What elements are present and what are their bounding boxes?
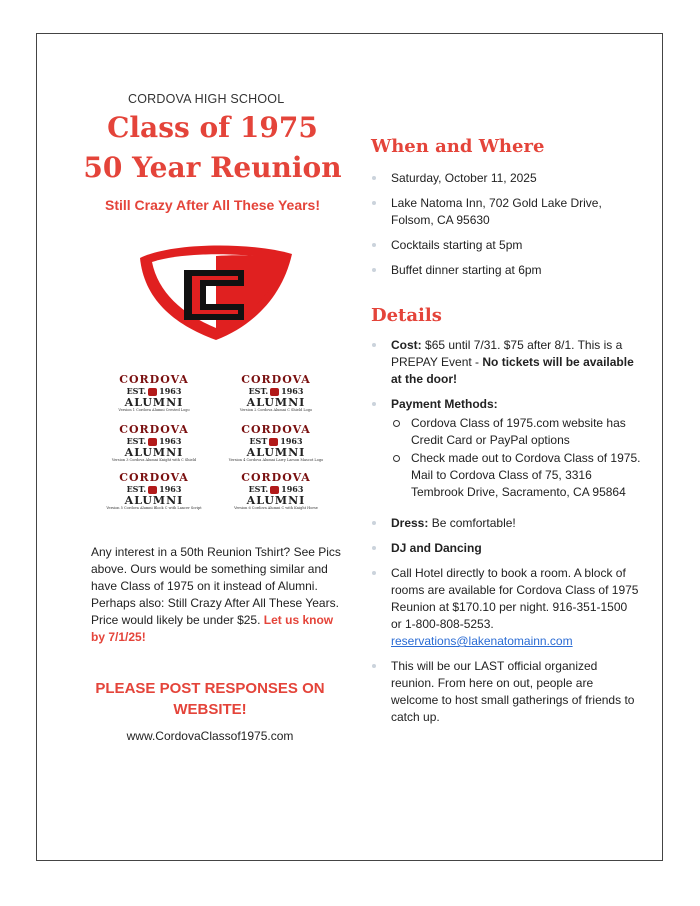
cost-label: Cost: bbox=[391, 338, 422, 352]
tshirt-paragraph bbox=[91, 544, 346, 646]
title-reunion: 50 Year Reunion bbox=[83, 151, 342, 184]
cost-item bbox=[371, 337, 641, 388]
alumni-design-6 bbox=[222, 472, 330, 514]
last-reunion-text: This will be our LAST official organized reunion. From here on out, people are welcome to host small gatherings of friends to catch up. bbox=[391, 659, 635, 724]
design-alumni: ALUMNI bbox=[124, 396, 184, 409]
horse-icon bbox=[270, 486, 279, 494]
post-line-2: WEBSITE! bbox=[173, 701, 247, 718]
design-caption: Version 3 Cordova Alumni Knight with C Shield bbox=[111, 458, 197, 462]
details-heading: Details bbox=[371, 305, 442, 326]
dress-label: Dress: bbox=[391, 516, 429, 530]
subtitle: Still Crazy After All These Years! bbox=[104, 197, 320, 213]
design-alumni: ALUMNI bbox=[246, 446, 306, 459]
alumni-design-1 bbox=[100, 374, 208, 416]
mascot-icon bbox=[269, 438, 278, 446]
payment-label: Payment Methods: bbox=[391, 397, 498, 411]
hotel-item bbox=[371, 565, 641, 650]
website-url: www.CordovaClassof1975.com bbox=[126, 729, 294, 743]
reservations-email-link[interactable]: reservations@lakenatomainn.com bbox=[391, 634, 573, 648]
alumni-designs bbox=[100, 370, 340, 516]
crest-icon bbox=[148, 388, 157, 396]
design-alumni: ALUMNI bbox=[124, 446, 184, 459]
design-caption: Version 1 Cordova Alumni Crested Logo bbox=[118, 408, 190, 412]
design-est: EST. 1963 bbox=[126, 386, 182, 396]
alumni-design-4 bbox=[222, 424, 330, 466]
design-caption: Version 6 Cordova Alumni C with Knight Horse bbox=[234, 506, 318, 510]
design-est: EST 1963 bbox=[249, 436, 303, 446]
dress-text: Be comfortable! bbox=[431, 516, 516, 530]
design-text: CORDOVA bbox=[119, 471, 189, 484]
design-alumni: ALUMNI bbox=[246, 396, 306, 409]
design-est: EST. 1963 bbox=[126, 436, 182, 446]
hotel-text: Call Hotel directly to book a room. A block of rooms are available for Cordova Class of 1975 Reunion at $170.10 per night. 916-351-1500 or 1-800-808-5253. bbox=[391, 566, 639, 631]
payment-option: Check made out to Cordova Class of 1975. Mail to Cordova Class of 75, 3316 Tembrook Drive, Sacramento, CA 95864 bbox=[391, 450, 641, 501]
block-c-icon bbox=[148, 486, 157, 494]
list-item: Saturday, October 11, 2025 bbox=[371, 170, 641, 187]
design-alumni: ALUMNI bbox=[246, 494, 306, 507]
shield-icon bbox=[270, 388, 279, 396]
post-line-1: PLEASE POST RESPONSES ON bbox=[95, 680, 325, 697]
tshirt-deadline: Let us know by 7/1/25! bbox=[91, 613, 334, 644]
cost-text: $65 until 7/31. $75 after 8/1. This is a PREPAY Event - bbox=[391, 338, 623, 369]
list-item: Lake Natoma Inn, 702 Gold Lake Drive, Folsom, CA 95630 bbox=[371, 195, 641, 229]
dress-item bbox=[371, 515, 641, 532]
payment-option: Cordova Class of 1975.com website has Credit Card or PayPal options bbox=[391, 415, 641, 449]
payment-item bbox=[371, 396, 641, 501]
design-text: CORDOVA bbox=[119, 373, 189, 386]
when-where-heading: When and Where bbox=[371, 136, 545, 157]
cordova-c-logo-icon bbox=[132, 240, 296, 342]
design-alumni: ALUMNI bbox=[124, 494, 184, 507]
tshirt-text: Any interest in a 50th Reunion Tshirt? See Pics above. Ours would be something similar and have Class of 1975 on it instead of Alumni. Perhaps also: Still Crazy After All These Years. Price would likely be under $25. bbox=[91, 545, 341, 627]
dj-item bbox=[371, 540, 641, 557]
alumni-design-3 bbox=[100, 424, 208, 466]
payment-options bbox=[391, 415, 641, 501]
design-text: CORDOVA bbox=[241, 471, 311, 484]
cost-note: No tickets will be available at the door! bbox=[391, 355, 634, 386]
details-list bbox=[371, 337, 641, 734]
design-est: EST. 1963 bbox=[248, 484, 304, 494]
design-text: CORDOVA bbox=[241, 373, 311, 386]
post-responses-notice bbox=[80, 678, 340, 720]
design-text: CORDOVA bbox=[241, 423, 311, 436]
list-item: Buffet dinner starting at 6pm bbox=[371, 262, 641, 279]
title-class-of-1975: Class of 1975 bbox=[107, 111, 318, 144]
alumni-design-2 bbox=[222, 374, 330, 416]
alumni-design-5 bbox=[100, 472, 208, 514]
dj-label: DJ and Dancing bbox=[391, 541, 482, 555]
design-text: CORDOVA bbox=[119, 423, 189, 436]
last-reunion-item bbox=[371, 658, 641, 726]
knight-icon bbox=[148, 438, 157, 446]
design-caption: Version 5 Cordova Alumni Block C with Lancer Script bbox=[106, 506, 202, 510]
design-est: EST. 1963 bbox=[126, 484, 182, 494]
design-est: EST. 1963 bbox=[248, 386, 304, 396]
school-name: CORDOVA HIGH SCHOOL bbox=[128, 92, 285, 106]
design-caption: Version 2 Cordova Alumni C Shield Logo bbox=[239, 408, 313, 412]
list-item: Cocktails starting at 5pm bbox=[371, 237, 641, 254]
design-caption: Version 4 Cordova Alumni Larry Larson Mascot Logo bbox=[228, 458, 324, 462]
when-where-list bbox=[371, 170, 641, 287]
